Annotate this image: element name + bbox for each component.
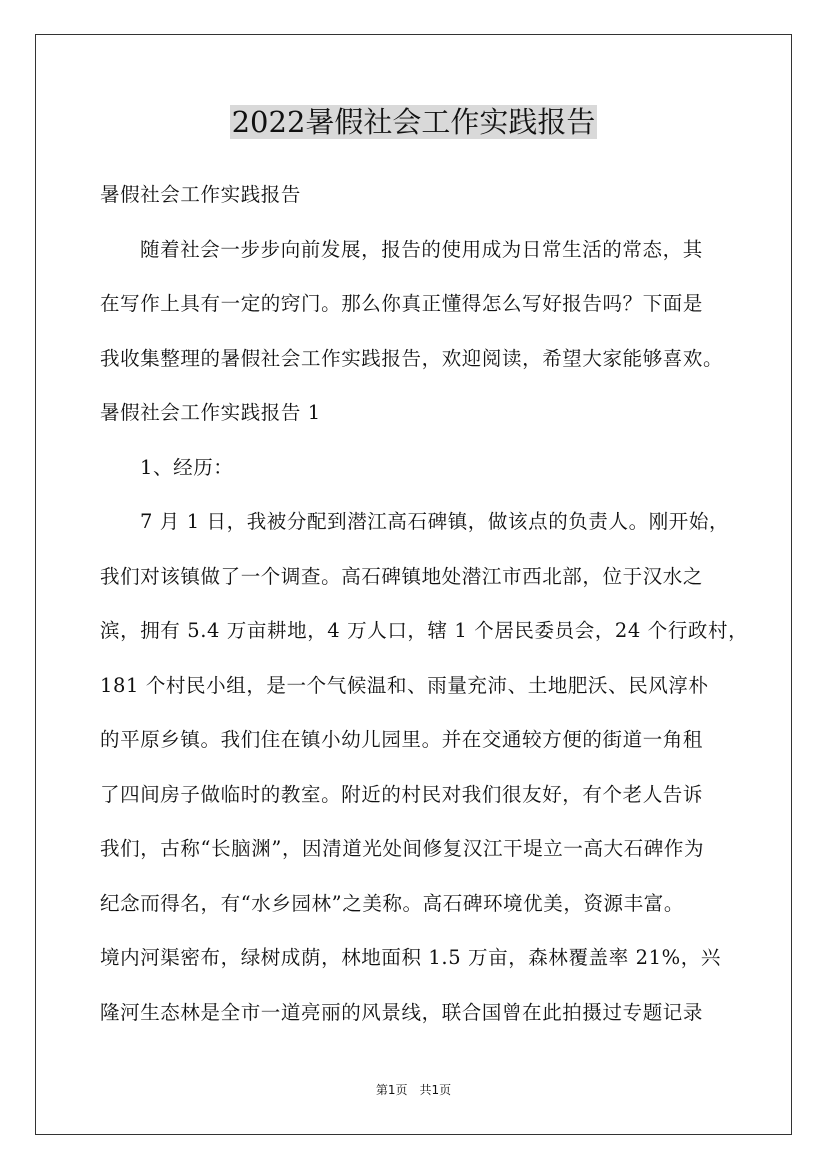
- text-line: 境内河渠密布，绿树成荫，林地面积 1.5 万亩，森林覆盖率 21%，兴: [100, 946, 721, 969]
- text-line: 隆河生态林是全市一道亮丽的风景线，联合国曾在此拍摄过专题记录: [100, 1000, 704, 1024]
- text-line: 纪念而得名，有“水乡园林”之美称。高石碑环境优美，资源丰富。: [100, 891, 684, 915]
- page-footer: 第1页 共1页: [375, 1083, 452, 1097]
- text-line: 1、经历：: [140, 455, 234, 479]
- text-line: 7 月 1 日，我被分配到潜江高石碑镇，做该点的负责人。刚开始，: [140, 510, 730, 533]
- text-line: 我收集整理的暑假社会工作实践报告，欢迎阅读，希望大家能够喜欢。: [100, 346, 724, 370]
- document-title: [0, 102, 827, 142]
- text-line: 我们，古称“长脑渊”，因清道光处间修复汉江干堤立一高大石碑作为: [100, 837, 705, 860]
- text-line: 的平原乡镇。我们住在镇小幼儿园里。并在交通较方便的街道一角租: [100, 728, 704, 751]
- text-line: 在写作上具有一定的窍门。那么你真正懂得怎么写好报告吗？下面是: [100, 292, 704, 315]
- text-line: 滨，拥有 5.4 万亩耕地，4 万人口，辖 1 个居民委员会，24 个行政村，: [100, 619, 749, 642]
- text-line: 181 个村民小组，是一个气候温和、雨量充沛、土地肥沃、民风淳朴: [100, 673, 709, 697]
- document-title-text: 2022暑假社会工作实践报告: [231, 105, 596, 139]
- text-line: 我们对该镇做了一个调查。高石碑镇地处潜江市西北部，位于汉水之: [100, 564, 704, 588]
- text-line: 暑假社会工作实践报告 1: [100, 401, 321, 424]
- document-body: [100, 172, 749, 1044]
- text-line: 暑假社会工作实践报告: [100, 183, 302, 206]
- text-line: 随着社会一步步向前发展，报告的使用成为日常生活的常态，其: [140, 237, 703, 261]
- text-line: 了四间房子做临时的教室。附近的村民对我们很友好，有个老人告诉: [100, 782, 704, 806]
